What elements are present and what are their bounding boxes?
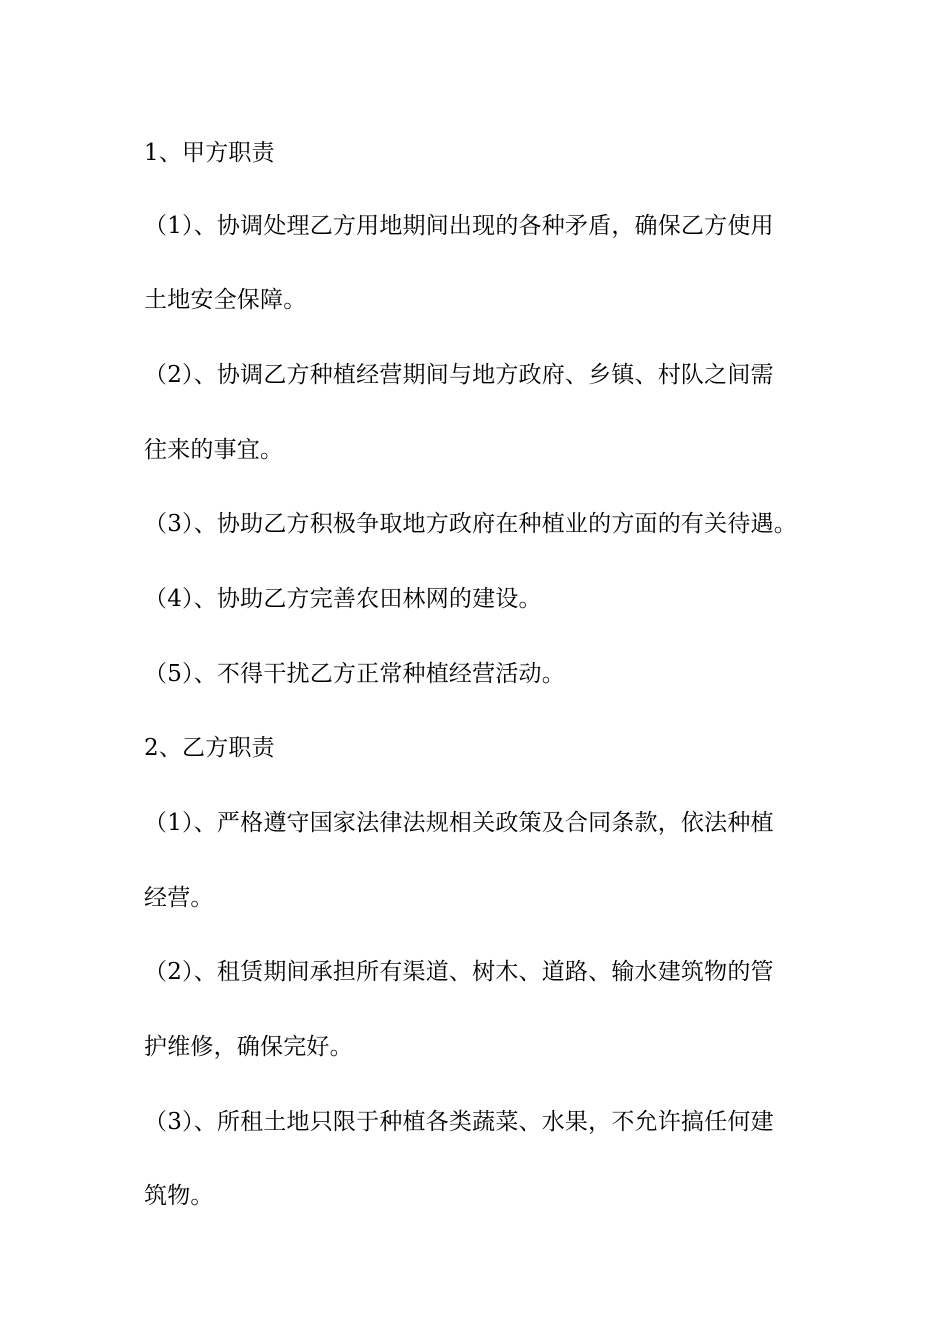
- section-heading-party-a: 1、甲方职责: [144, 140, 275, 166]
- paragraph-line: （3）、所租土地只限于种植各类蔬菜、水果，不允许搞任何建: [144, 1109, 774, 1135]
- paragraph-line: 护维修，确保完好。: [144, 1034, 353, 1060]
- paragraph-line: （2）、租赁期间承担所有渠道、树木、道路、输水建筑物的管: [144, 959, 774, 985]
- paragraph-line: 往来的事宜。: [144, 437, 284, 463]
- paragraph-line: （2）、协调乙方种植经营期间与地方政府、乡镇、村队之间需: [144, 362, 774, 388]
- paragraph-line: 土地安全保障。: [144, 287, 307, 313]
- paragraph-line: （5）、不得干扰乙方正常种植经营活动。: [144, 661, 565, 687]
- paragraph-line: 筑物。: [144, 1183, 214, 1209]
- paragraph-line: （3）、协助乙方积极争取地方政府在种植业的方面的有关待遇。: [144, 511, 797, 537]
- paragraph-line: （1）、协调处理乙方用地期间出现的各种矛盾，确保乙方使用: [144, 213, 774, 239]
- paragraph-line: 经营。: [144, 885, 214, 911]
- paragraph-line: （4）、协助乙方完善农田林网的建设。: [144, 586, 542, 612]
- paragraph-line: （1）、严格遵守国家法律法规相关政策及合同条款，依法种植: [144, 810, 774, 836]
- section-heading-party-b: 2、乙方职责: [144, 735, 275, 761]
